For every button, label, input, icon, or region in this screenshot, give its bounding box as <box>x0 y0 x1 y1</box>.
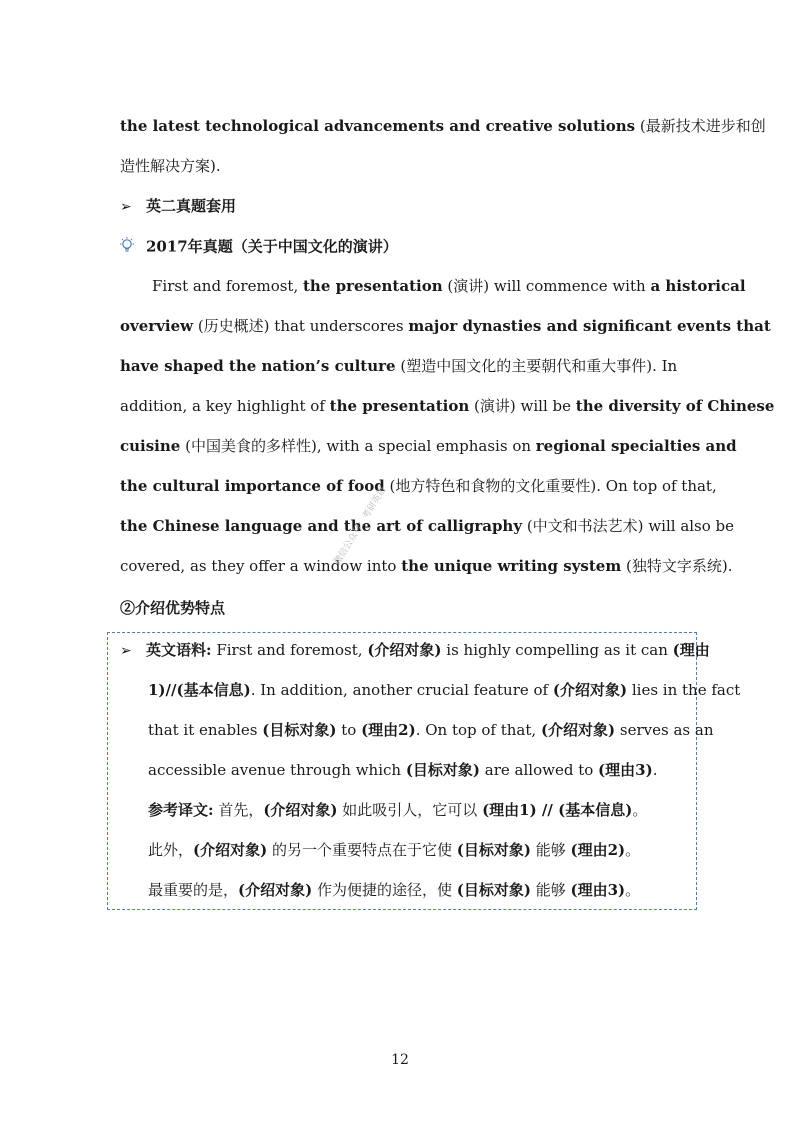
text: . On top of that, <box>415 721 541 739</box>
text: . On top of that, <box>596 477 717 495</box>
text: the diversity of Chinese <box>575 397 775 415</box>
text: 能够 <box>530 841 571 859</box>
text: (中国美食的多样性) <box>180 437 317 455</box>
text: First and foremost, <box>152 277 303 295</box>
text: 作为便捷的途径，使 <box>312 881 457 899</box>
lightbulb-icon <box>118 236 146 259</box>
intro-line-1 <box>120 116 766 136</box>
text: the presentation <box>303 277 443 295</box>
text: that it enables <box>148 721 263 739</box>
subsection-title: 2017年真题（关于中国文化的演讲） <box>146 237 398 256</box>
text: (介绍对象) <box>540 721 616 739</box>
text: will also be <box>643 517 735 535</box>
text: (目标对象) <box>456 841 531 859</box>
subsection-heading <box>118 236 398 259</box>
text: (理由3) <box>598 761 653 779</box>
text: the presentation <box>329 397 470 415</box>
text: (介绍对象) <box>552 681 628 699</box>
box-line-4 <box>148 760 657 780</box>
para-line-7 <box>120 516 734 536</box>
text: 首先， <box>213 801 264 819</box>
text: will commence with <box>489 277 651 295</box>
text: covered, as they offer a window into <box>120 557 402 575</box>
text: the Chinese language and the art of calligraphy <box>120 517 523 535</box>
para-line-8 <box>120 556 732 576</box>
text: (理由2) <box>570 841 626 859</box>
text: will be <box>515 397 576 415</box>
text: serves as an <box>615 721 714 739</box>
text: (理由1) // (基本信息) <box>482 801 633 819</box>
text: have shaped the nation’s culture <box>120 357 396 375</box>
box-line-2 <box>148 680 740 700</box>
intro-bold: the latest technological advancements and creative solutions <box>120 117 636 135</box>
text: 。 <box>625 881 641 899</box>
text: (目标对象) <box>262 721 337 739</box>
section-heading-2 <box>120 598 225 618</box>
text: First and foremost, <box>211 641 368 659</box>
text: . <box>727 557 733 575</box>
watermark: 微信公众号：考研英语 <box>332 485 389 567</box>
text: 1)//(基本信息) <box>148 681 251 699</box>
text: that underscores <box>269 317 409 335</box>
text: 如此吸引人，它可以 <box>337 801 483 819</box>
text: (演讲) <box>469 397 516 415</box>
text: the unique writing system <box>401 557 622 575</box>
box-line-5 <box>148 800 647 820</box>
box-line-7 <box>148 880 640 900</box>
text: 。 <box>632 801 648 819</box>
text: (目标对象) <box>456 881 531 899</box>
text: (介绍对象) <box>263 801 338 819</box>
para-line-5 <box>120 436 737 456</box>
box-line-6 <box>148 840 640 860</box>
text: the cultural importance of food <box>120 477 385 495</box>
text: cuisine <box>120 437 181 455</box>
text: is highly compelling as it can <box>441 641 673 659</box>
intro-line-2 <box>120 156 221 176</box>
text: (理由 <box>672 641 710 659</box>
page-number: 12 <box>391 1052 409 1068</box>
text: regional specialties and <box>535 437 737 455</box>
text: , with a special emphasis on <box>316 437 536 455</box>
text: major dynasties and significant events that <box>408 317 771 335</box>
text: 。 <box>625 841 641 859</box>
text: 能够 <box>530 881 571 899</box>
text: 此外， <box>148 841 194 859</box>
text: (介绍对象) <box>367 641 442 659</box>
text: overview <box>120 317 194 335</box>
arrow-bullet-icon: ➢ <box>120 643 132 659</box>
text: a historical <box>650 277 746 295</box>
intro-cn: (最新技术进步和创 <box>635 117 766 135</box>
text: . In addition, another crucial feature of <box>250 681 553 699</box>
text: (演讲) <box>442 277 490 295</box>
para-line-4 <box>120 396 774 416</box>
intro-period: . <box>215 157 221 175</box>
text: addition, a key highlight of <box>120 397 330 415</box>
text: . <box>652 761 658 779</box>
text: 最重要的是， <box>148 881 239 899</box>
text: are allowed to <box>480 761 599 779</box>
text: (理由3) <box>570 881 626 899</box>
section-heading-1 <box>120 196 236 217</box>
text: (中文和书法艺术) <box>522 517 644 535</box>
text: accessible avenue through which <box>148 761 406 779</box>
text: 英文语料: <box>146 641 212 659</box>
section1-title: 英二真题套用 <box>146 197 237 215</box>
section2-title: ②介绍优势特点 <box>120 599 226 617</box>
text: 的另一个重要特点在于它使 <box>267 841 457 859</box>
text: (塑造中国文化的主要朝代和重大事件) <box>395 357 653 375</box>
text: (历史概述) <box>193 317 270 335</box>
text: (介绍对象) <box>238 881 313 899</box>
arrow-bullet-icon: ➢ <box>120 199 132 215</box>
box-line-1 <box>120 640 710 661</box>
para-line-6 <box>120 476 717 496</box>
text: to <box>336 721 362 739</box>
text: (理由2) <box>361 721 416 739</box>
box-line-3 <box>148 720 714 740</box>
text: . In <box>652 357 678 375</box>
para-line-3 <box>120 356 677 376</box>
intro-cn-2: 造性解决方案) <box>120 157 216 175</box>
text: (独特文字系统) <box>621 557 728 575</box>
text: (地方特色和食物的文化重要性) <box>384 477 597 495</box>
para-line-2 <box>120 316 771 336</box>
para-line-1 <box>152 276 746 296</box>
text: lies in the fact <box>627 681 741 699</box>
text: (目标对象) <box>405 761 481 779</box>
text: 参考译文: <box>148 801 214 819</box>
text: (介绍对象) <box>193 841 268 859</box>
